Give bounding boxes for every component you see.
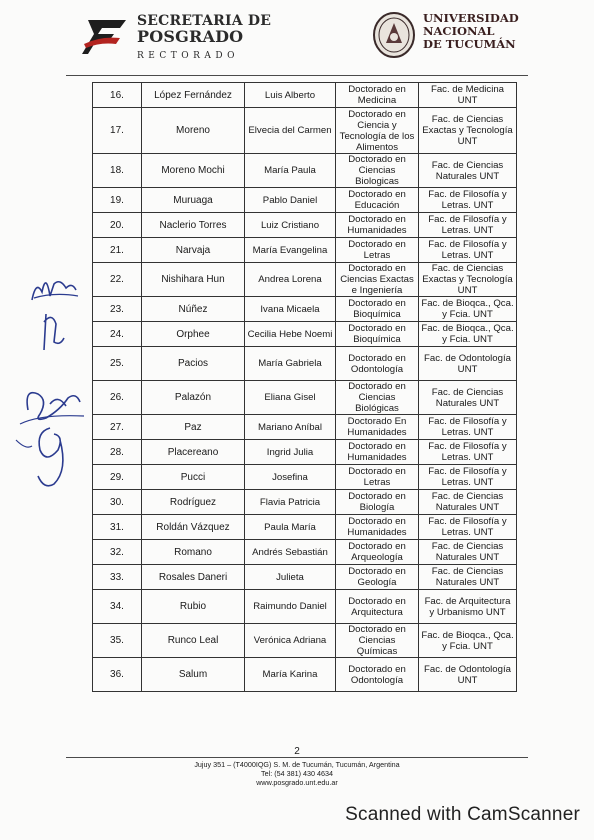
- table-row: [93, 415, 517, 440]
- given-name-cell: María Evangelina: [245, 238, 336, 263]
- faculty-cell: Fac. de Arquitectura y Urbanismo UNT: [419, 590, 517, 624]
- doctorate-cell: Doctorado en Humanidades: [336, 515, 419, 540]
- secretaria-subtitle: RECTORADO: [137, 51, 239, 61]
- surname-cell: Roldán Vázquez: [142, 515, 245, 540]
- surname-cell: Pacios: [142, 347, 245, 381]
- table-row: [93, 238, 517, 263]
- given-name-cell: Cecilia Hebe Noemi: [245, 322, 336, 347]
- row-number-cell: 33.: [93, 565, 142, 590]
- page-number: 2: [294, 746, 300, 757]
- doctorate-cell: Doctorado en Medicina: [336, 83, 419, 108]
- doctorate-cell: Doctorado en Ciencias Químicas: [336, 624, 419, 658]
- doctorate-cell: Doctorado en Ciencia y Tecnología de los Alimentos: [336, 108, 419, 154]
- row-number-cell: 35.: [93, 624, 142, 658]
- secretaria-line2: POSGRADO: [137, 27, 244, 46]
- row-number-cell: 28.: [93, 440, 142, 465]
- row-number-cell: 27.: [93, 415, 142, 440]
- given-name-cell: Luiz Cristiano: [245, 213, 336, 238]
- given-name-cell: Mariano Aníbal: [245, 415, 336, 440]
- given-name-cell: Luis Alberto: [245, 83, 336, 108]
- row-number-cell: 30.: [93, 490, 142, 515]
- table-row: [93, 322, 517, 347]
- surname-cell: Rodríguez: [142, 490, 245, 515]
- doctorate-cell: Doctorado en Humanidades: [336, 440, 419, 465]
- table-row: [93, 83, 517, 108]
- faculty-cell: Fac. de Filosofía y Letras. UNT: [419, 465, 517, 490]
- university-line1: UNIVERSIDAD: [423, 11, 519, 25]
- faculty-cell: Fac. de Filosofía y Letras. UNT: [419, 238, 517, 263]
- given-name-cell: Paula María: [245, 515, 336, 540]
- table-row: [93, 297, 517, 322]
- faculty-cell: Fac. de Odontología UNT: [419, 347, 517, 381]
- table-row: [93, 108, 517, 154]
- footer-phone: Tel: (54 381) 430 4634: [261, 769, 333, 778]
- doctorate-cell: Doctorado en Bioquímica: [336, 297, 419, 322]
- table-row: [93, 515, 517, 540]
- university-line3: DE TUCUMÁN: [423, 37, 516, 51]
- given-name-cell: Elvecia del Carmen: [245, 108, 336, 154]
- faculty-cell: Fac. de Ciencias Naturales UNT: [419, 154, 517, 188]
- surname-cell: Placereano: [142, 440, 245, 465]
- table-row: [93, 465, 517, 490]
- table-row: [93, 381, 517, 415]
- table-row: [93, 565, 517, 590]
- doctorate-cell: Doctorado en Letras: [336, 465, 419, 490]
- row-number-cell: 26.: [93, 381, 142, 415]
- table-row: [93, 658, 517, 692]
- faculty-cell: Fac. de Filosofía y Letras. UNT: [419, 188, 517, 213]
- doctorate-cell: Doctorado en Arquitectura: [336, 590, 419, 624]
- row-number-cell: 16.: [93, 83, 142, 108]
- given-name-cell: María Karina: [245, 658, 336, 692]
- doctorate-cell: Doctorado en Ciencias Biologicas: [336, 154, 419, 188]
- faculty-cell: Fac. de Filosofía y Letras. UNT: [419, 415, 517, 440]
- table-row: [93, 440, 517, 465]
- surname-cell: Núñez: [142, 297, 245, 322]
- doctorate-cell: Doctorado en Odontología: [336, 658, 419, 692]
- surname-cell: Paz: [142, 415, 245, 440]
- given-name-cell: Andrés Sebastián: [245, 540, 336, 565]
- table-row: [93, 490, 517, 515]
- surname-cell: Rosales Daneri: [142, 565, 245, 590]
- surname-cell: Muruaga: [142, 188, 245, 213]
- camscanner-watermark: Scanned with CamScanner: [345, 804, 580, 825]
- doctorate-cell: Doctorado en Educación: [336, 188, 419, 213]
- table-row: [93, 213, 517, 238]
- doctorate-cell: Doctorado en Bioquímica: [336, 322, 419, 347]
- table-row: [93, 347, 517, 381]
- surname-cell: Naclerio Torres: [142, 213, 245, 238]
- surname-cell: Romano: [142, 540, 245, 565]
- given-name-cell: Raimundo Daniel: [245, 590, 336, 624]
- doctorate-cell: Doctorado en Biología: [336, 490, 419, 515]
- faculty-cell: Fac. de Odontología UNT: [419, 658, 517, 692]
- surname-cell: Salum: [142, 658, 245, 692]
- row-number-cell: 23.: [93, 297, 142, 322]
- doctorate-cell: Doctorado en Geología: [336, 565, 419, 590]
- footer-contact: [0, 760, 594, 787]
- faculty-cell: Fac. de Filosofía y Letras. UNT: [419, 515, 517, 540]
- faculty-cell: Fac. de Bioqca., Qca. y Fcia. UNT: [419, 297, 517, 322]
- faculty-cell: Fac. de Ciencias Naturales UNT: [419, 540, 517, 565]
- doctorate-cell: Doctorado en Arqueología: [336, 540, 419, 565]
- footer-address: Jujuy 351 – (T4000IQG) S. M. de Tucumán, Tucumán, Argentina: [194, 760, 400, 769]
- faculty-cell: Fac. de Bioqca., Qca. y Fcia. UNT: [419, 322, 517, 347]
- secretaria-title: [137, 14, 271, 44]
- row-number-cell: 20.: [93, 213, 142, 238]
- table-row: [93, 624, 517, 658]
- given-name-cell: Ingrid Julia: [245, 440, 336, 465]
- table-row: [93, 154, 517, 188]
- faculty-cell: Fac. de Ciencias Exactas y Tecnología UNT: [419, 263, 517, 297]
- surname-cell: Narvaja: [142, 238, 245, 263]
- university-seal-icon: [372, 11, 416, 59]
- table-row: [93, 263, 517, 297]
- footer-divider: [66, 757, 528, 758]
- row-number-cell: 34.: [93, 590, 142, 624]
- given-name-cell: Josefina: [245, 465, 336, 490]
- surname-cell: Rubio: [142, 590, 245, 624]
- secretaria-line1: SECRETARIA DE: [137, 13, 272, 29]
- faculty-cell: Fac. de Ciencias Naturales UNT: [419, 490, 517, 515]
- row-number-cell: 17.: [93, 108, 142, 154]
- row-number-cell: 36.: [93, 658, 142, 692]
- handwritten-initials-icon: [10, 380, 88, 492]
- faculty-cell: Fac. de Medicina UNT: [419, 83, 517, 108]
- doctorate-cell: Doctorado en Odontología: [336, 347, 419, 381]
- graduates-table: [92, 82, 517, 692]
- surname-cell: Palazón: [142, 381, 245, 415]
- row-number-cell: 19.: [93, 188, 142, 213]
- given-name-cell: Julieta: [245, 565, 336, 590]
- doctorate-cell: Doctorado en Humanidades: [336, 213, 419, 238]
- given-name-cell: Ivana Micaela: [245, 297, 336, 322]
- given-name-cell: Flavia Patricia: [245, 490, 336, 515]
- row-number-cell: 29.: [93, 465, 142, 490]
- doctorate-cell: Doctorado en Ciencias Exactas e Ingeniería: [336, 263, 419, 297]
- handwritten-signature-icon: [26, 262, 82, 362]
- surname-cell: Orphee: [142, 322, 245, 347]
- table-row: [93, 590, 517, 624]
- row-number-cell: 31.: [93, 515, 142, 540]
- given-name-cell: Eliana Gisel: [245, 381, 336, 415]
- faculty-cell: Fac. de Bioqca., Qca. y Fcia. UNT: [419, 624, 517, 658]
- faculty-cell: Fac. de Ciencias Naturales UNT: [419, 381, 517, 415]
- posgrado-logo-icon: [80, 14, 130, 56]
- given-name-cell: María Gabriela: [245, 347, 336, 381]
- faculty-cell: Fac. de Filosofía y Letras. UNT: [419, 213, 517, 238]
- doctorate-cell: Doctorado en Letras: [336, 238, 419, 263]
- row-number-cell: 24.: [93, 322, 142, 347]
- university-line2: NACIONAL: [423, 24, 495, 38]
- header-divider: [66, 75, 528, 76]
- given-name-cell: Andrea Lorena: [245, 263, 336, 297]
- given-name-cell: Pablo Daniel: [245, 188, 336, 213]
- doctorate-cell: Doctorado en Ciencias Biológicas: [336, 381, 419, 415]
- row-number-cell: 22.: [93, 263, 142, 297]
- surname-cell: Moreno Mochi: [142, 154, 245, 188]
- faculty-cell: Fac. de Ciencias Exactas y Tecnología UNT: [419, 108, 517, 154]
- doctorate-cell: Doctorado En Humanidades: [336, 415, 419, 440]
- row-number-cell: 32.: [93, 540, 142, 565]
- row-number-cell: 18.: [93, 154, 142, 188]
- table-row: [93, 188, 517, 213]
- surname-cell: Nishihara Hun: [142, 263, 245, 297]
- letterhead: [0, 8, 594, 70]
- surname-cell: Pucci: [142, 465, 245, 490]
- faculty-cell: Fac. de Filosofía y Letras. UNT: [419, 440, 517, 465]
- graduates-table-body: [93, 83, 517, 692]
- row-number-cell: 21.: [93, 238, 142, 263]
- table-row: [93, 540, 517, 565]
- row-number-cell: 25.: [93, 347, 142, 381]
- surname-cell: López Fernández: [142, 83, 245, 108]
- university-name: [423, 12, 519, 51]
- given-name-cell: Verónica Adriana: [245, 624, 336, 658]
- footer-web: www.posgrado.unt.edu.ar: [256, 778, 338, 787]
- surname-cell: Moreno: [142, 108, 245, 154]
- given-name-cell: María Paula: [245, 154, 336, 188]
- surname-cell: Runco Leal: [142, 624, 245, 658]
- faculty-cell: Fac. de Ciencias Naturales UNT: [419, 565, 517, 590]
